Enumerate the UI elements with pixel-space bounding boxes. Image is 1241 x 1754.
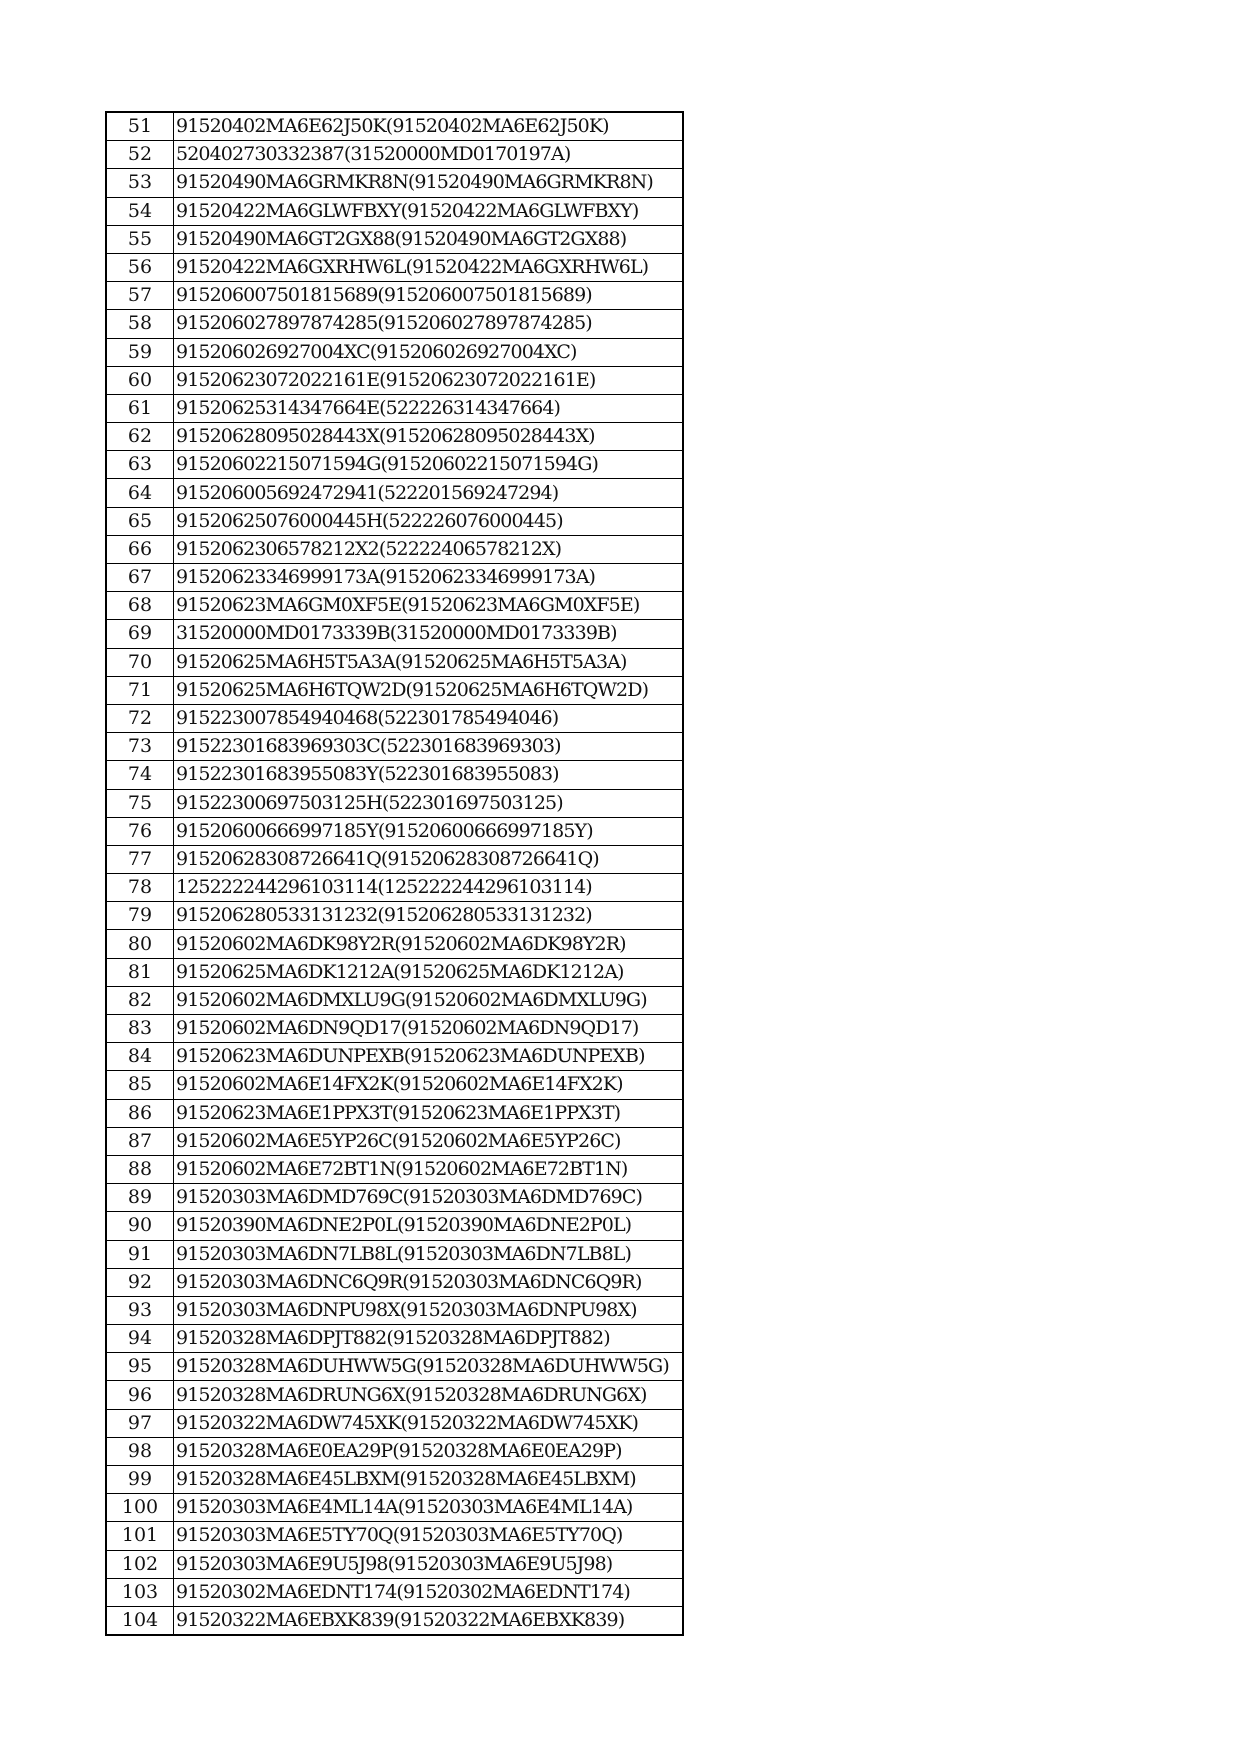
row-number-cell: 95 xyxy=(106,1353,174,1381)
credit-code-cell: 91520322MA6DW745XK(91520322MA6DW745XK) xyxy=(174,1409,684,1437)
table-row xyxy=(106,704,683,732)
row-number-cell: 75 xyxy=(106,789,174,817)
row-number-cell: 98 xyxy=(106,1437,174,1465)
row-number-cell: 64 xyxy=(106,479,174,507)
table-row xyxy=(106,338,683,366)
table-row xyxy=(106,1466,683,1494)
table-row xyxy=(106,169,683,197)
table-row xyxy=(106,902,683,930)
credit-code-cell: 91520322MA6EBXK839(91520322MA6EBXK839) xyxy=(174,1606,684,1635)
row-number-cell: 93 xyxy=(106,1296,174,1324)
row-number-cell: 86 xyxy=(106,1099,174,1127)
credit-code-cell: 91520625076000445H(522226076000445) xyxy=(174,507,684,535)
credit-code-cell: 91520600666997185Y(91520600666997185Y) xyxy=(174,817,684,845)
credit-code-cell: 91522301683969303C(522301683969303) xyxy=(174,733,684,761)
credit-code-cell: 91520625314347664E(522226314347664) xyxy=(174,394,684,422)
registration-code-table xyxy=(105,111,684,1636)
credit-code-cell: 91522301683955083Y(522301683955083) xyxy=(174,761,684,789)
table-row xyxy=(106,761,683,789)
table-row xyxy=(106,423,683,451)
row-number-cell: 96 xyxy=(106,1381,174,1409)
credit-code-cell: 91520602MA6E14FX2K(91520602MA6E14FX2K) xyxy=(174,1071,684,1099)
table-row xyxy=(106,1240,683,1268)
table-row xyxy=(106,1212,683,1240)
credit-code-cell: 9152062306578212X2(52222406578212X) xyxy=(174,535,684,563)
row-number-cell: 58 xyxy=(106,310,174,338)
row-number-cell: 57 xyxy=(106,282,174,310)
credit-code-cell: 91520328MA6E0EA29P(91520328MA6E0EA29P) xyxy=(174,1437,684,1465)
table-row xyxy=(106,225,683,253)
row-number-cell: 82 xyxy=(106,986,174,1014)
credit-code-cell: 915206026927004XC(915206026927004XC) xyxy=(174,338,684,366)
row-number-cell: 53 xyxy=(106,169,174,197)
credit-code-cell: 915206280533131232(915206280533131232) xyxy=(174,902,684,930)
table-row xyxy=(106,141,683,169)
row-number-cell: 68 xyxy=(106,592,174,620)
credit-code-cell: 91520422MA6GLWFBXY(91520422MA6GLWFBXY) xyxy=(174,197,684,225)
row-number-cell: 76 xyxy=(106,817,174,845)
row-number-cell: 59 xyxy=(106,338,174,366)
table-row xyxy=(106,197,683,225)
table-row xyxy=(106,394,683,422)
table-row xyxy=(106,845,683,873)
table-row xyxy=(106,1409,683,1437)
row-number-cell: 97 xyxy=(106,1409,174,1437)
row-number-cell: 99 xyxy=(106,1466,174,1494)
credit-code-cell: 91520328MA6DPJT882(91520328MA6DPJT882) xyxy=(174,1325,684,1353)
table-row xyxy=(106,366,683,394)
row-number-cell: 60 xyxy=(106,366,174,394)
row-number-cell: 100 xyxy=(106,1494,174,1522)
row-number-cell: 55 xyxy=(106,225,174,253)
table-row xyxy=(106,479,683,507)
row-number-cell: 54 xyxy=(106,197,174,225)
table-row xyxy=(106,817,683,845)
table-row xyxy=(106,958,683,986)
table-row xyxy=(106,1155,683,1183)
credit-code-cell: 91520328MA6E45LBXM(91520328MA6E45LBXM) xyxy=(174,1466,684,1494)
table-row xyxy=(106,1494,683,1522)
row-number-cell: 69 xyxy=(106,620,174,648)
credit-code-cell: 91520490MA6GT2GX88(91520490MA6GT2GX88) xyxy=(174,225,684,253)
credit-code-cell: 91520303MA6DMD769C(91520303MA6DMD769C) xyxy=(174,1184,684,1212)
credit-code-cell: 91520303MA6E5TY70Q(91520303MA6E5TY70Q) xyxy=(174,1522,684,1550)
row-number-cell: 87 xyxy=(106,1127,174,1155)
table-row xyxy=(106,1099,683,1127)
credit-code-cell: 91520602MA6E72BT1N(91520602MA6E72BT1N) xyxy=(174,1155,684,1183)
table-row xyxy=(106,930,683,958)
credit-code-cell: 91520302MA6EDNT174(91520302MA6EDNT174) xyxy=(174,1578,684,1606)
credit-code-cell: 91520303MA6E4ML14A(91520303MA6E4ML14A) xyxy=(174,1494,684,1522)
table-row xyxy=(106,1268,683,1296)
row-number-cell: 67 xyxy=(106,564,174,592)
credit-code-cell: 91520328MA6DRUNG6X(91520328MA6DRUNG6X) xyxy=(174,1381,684,1409)
table-row xyxy=(106,1353,683,1381)
table-row xyxy=(106,648,683,676)
credit-code-cell: 91520490MA6GRMKR8N(91520490MA6GRMKR8N) xyxy=(174,169,684,197)
table-row xyxy=(106,1381,683,1409)
table-row xyxy=(106,676,683,704)
credit-code-cell: 91520623MA6DUNPEXB(91520623MA6DUNPEXB) xyxy=(174,1043,684,1071)
credit-code-cell: 91520623072022161E(91520623072022161E) xyxy=(174,366,684,394)
row-number-cell: 56 xyxy=(106,253,174,281)
credit-code-cell: 125222244296103114(125222244296103114) xyxy=(174,874,684,902)
row-number-cell: 79 xyxy=(106,902,174,930)
table-row xyxy=(106,1296,683,1324)
table-row xyxy=(106,1578,683,1606)
row-number-cell: 52 xyxy=(106,141,174,169)
row-number-cell: 94 xyxy=(106,1325,174,1353)
table-row xyxy=(106,507,683,535)
row-number-cell: 66 xyxy=(106,535,174,563)
row-number-cell: 83 xyxy=(106,1015,174,1043)
credit-code-cell: 91520623MA6E1PPX3T(91520623MA6E1PPX3T) xyxy=(174,1099,684,1127)
table-row xyxy=(106,1071,683,1099)
credit-code-cell: 91520328MA6DUHWW5G(91520328MA6DUHWW5G) xyxy=(174,1353,684,1381)
table-row xyxy=(106,1325,683,1353)
row-number-cell: 62 xyxy=(106,423,174,451)
credit-code-cell: 91520625MA6DK1212A(91520625MA6DK1212A) xyxy=(174,958,684,986)
table-row xyxy=(106,253,683,281)
table-row xyxy=(106,1437,683,1465)
row-number-cell: 61 xyxy=(106,394,174,422)
row-number-cell: 81 xyxy=(106,958,174,986)
credit-code-cell: 91520303MA6DNC6Q9R(91520303MA6DNC6Q9R) xyxy=(174,1268,684,1296)
credit-code-cell: 91520602215071594G(91520602215071594G) xyxy=(174,451,684,479)
table-row xyxy=(106,1015,683,1043)
credit-code-cell: 91520623MA6GM0XF5E(91520623MA6GM0XF5E) xyxy=(174,592,684,620)
table-row xyxy=(106,1522,683,1550)
row-number-cell: 90 xyxy=(106,1212,174,1240)
row-number-cell: 101 xyxy=(106,1522,174,1550)
row-number-cell: 103 xyxy=(106,1578,174,1606)
table-row xyxy=(106,592,683,620)
table-row xyxy=(106,1550,683,1578)
credit-code-cell: 91520628095028443X(91520628095028443X) xyxy=(174,423,684,451)
row-number-cell: 80 xyxy=(106,930,174,958)
credit-code-cell: 91520422MA6GXRHW6L(91520422MA6GXRHW6L) xyxy=(174,253,684,281)
credit-code-cell: 915206005692472941(522201569247294) xyxy=(174,479,684,507)
table-row xyxy=(106,1606,683,1635)
row-number-cell: 91 xyxy=(106,1240,174,1268)
row-number-cell: 77 xyxy=(106,845,174,873)
credit-code-cell: 91520623346999173A(91520623346999173A) xyxy=(174,564,684,592)
row-number-cell: 71 xyxy=(106,676,174,704)
table-row xyxy=(106,1127,683,1155)
credit-code-cell: 91520303MA6DN7LB8L(91520303MA6DN7LB8L) xyxy=(174,1240,684,1268)
row-number-cell: 92 xyxy=(106,1268,174,1296)
credit-code-cell: 915206007501815689(915206007501815689) xyxy=(174,282,684,310)
row-number-cell: 70 xyxy=(106,648,174,676)
credit-code-cell: 91520303MA6DNPU98X(91520303MA6DNPU98X) xyxy=(174,1296,684,1324)
table-row xyxy=(106,620,683,648)
row-number-cell: 73 xyxy=(106,733,174,761)
credit-code-cell: 91520628308726641Q(91520628308726641Q) xyxy=(174,845,684,873)
credit-code-cell: 91520625MA6H6TQW2D(91520625MA6H6TQW2D) xyxy=(174,676,684,704)
table-row xyxy=(106,874,683,902)
table-row xyxy=(106,112,683,141)
row-number-cell: 63 xyxy=(106,451,174,479)
row-number-cell: 84 xyxy=(106,1043,174,1071)
row-number-cell: 85 xyxy=(106,1071,174,1099)
table-row xyxy=(106,1184,683,1212)
credit-code-cell: 91520390MA6DNE2P0L(91520390MA6DNE2P0L) xyxy=(174,1212,684,1240)
table-row xyxy=(106,535,683,563)
table-row xyxy=(106,1043,683,1071)
row-number-cell: 51 xyxy=(106,112,174,141)
table-row xyxy=(106,733,683,761)
credit-code-cell: 91520602MA6E5YP26C(91520602MA6E5YP26C) xyxy=(174,1127,684,1155)
row-number-cell: 102 xyxy=(106,1550,174,1578)
table-row xyxy=(106,986,683,1014)
credit-code-cell: 31520000MD0173339B(31520000MD0173339B) xyxy=(174,620,684,648)
credit-code-cell: 91520602MA6DMXLU9G(91520602MA6DMXLU9G) xyxy=(174,986,684,1014)
credit-code-cell: 91520602MA6DK98Y2R(91520602MA6DK98Y2R) xyxy=(174,930,684,958)
row-number-cell: 89 xyxy=(106,1184,174,1212)
row-number-cell: 72 xyxy=(106,704,174,732)
row-number-cell: 65 xyxy=(106,507,174,535)
credit-code-cell: 915223007854940468(522301785494046) xyxy=(174,704,684,732)
table-row xyxy=(106,789,683,817)
row-number-cell: 74 xyxy=(106,761,174,789)
credit-code-cell: 91522300697503125H(522301697503125) xyxy=(174,789,684,817)
credit-code-cell: 91520402MA6E62J50K(91520402MA6E62J50K) xyxy=(174,112,684,141)
table-row xyxy=(106,310,683,338)
row-number-cell: 104 xyxy=(106,1606,174,1635)
row-number-cell: 78 xyxy=(106,874,174,902)
table-row xyxy=(106,451,683,479)
row-number-cell: 88 xyxy=(106,1155,174,1183)
table-body xyxy=(106,112,683,1635)
credit-code-cell: 91520303MA6E9U5J98(91520303MA6E9U5J98) xyxy=(174,1550,684,1578)
credit-code-cell: 91520625MA6H5T5A3A(91520625MA6H5T5A3A) xyxy=(174,648,684,676)
table-row xyxy=(106,564,683,592)
credit-code-cell: 915206027897874285(915206027897874285) xyxy=(174,310,684,338)
table-row xyxy=(106,282,683,310)
credit-code-cell: 91520602MA6DN9QD17(91520602MA6DN9QD17) xyxy=(174,1015,684,1043)
credit-code-cell: 520402730332387(31520000MD0170197A) xyxy=(174,141,684,169)
